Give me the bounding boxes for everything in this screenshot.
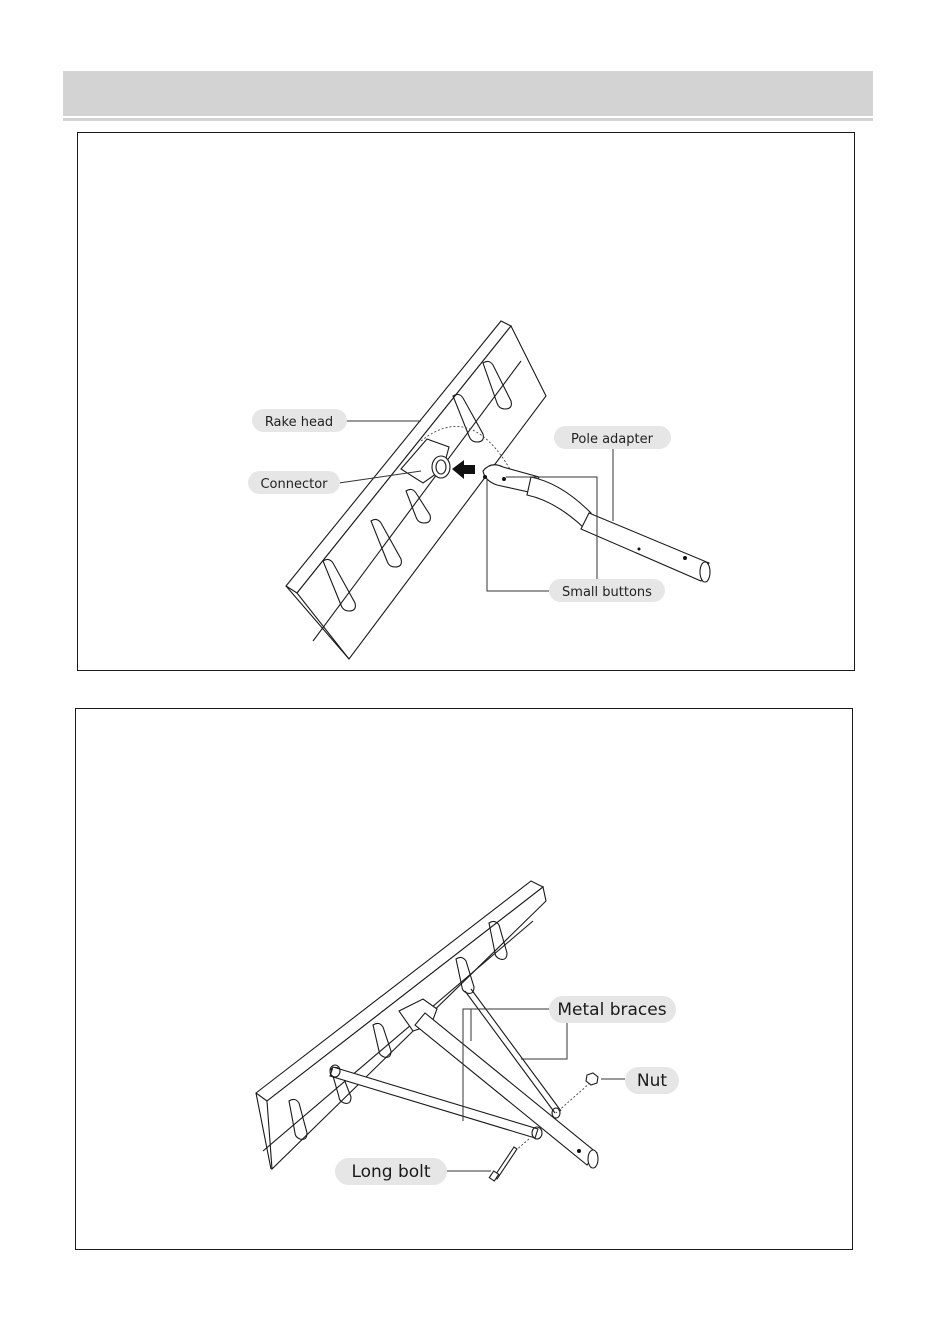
long-bolt-label: [335, 1158, 447, 1185]
step-1-diagram: [78, 133, 856, 672]
nut-icon: [586, 1073, 598, 1085]
small-buttons-label: [549, 579, 665, 602]
header-divider: [63, 118, 873, 121]
rake-assembly-illustration: [256, 881, 598, 1181]
assembly-step-1-panel: [77, 132, 855, 671]
svg-text:Pole adapter: Pole adapter: [571, 432, 653, 447]
assembly-step-2-panel: [75, 708, 853, 1250]
nut-label: [625, 1067, 679, 1094]
svg-text:Metal braces: Metal braces: [557, 1000, 667, 1020]
svg-text:Long bolt: Long bolt: [351, 1162, 431, 1182]
step-2-diagram: [76, 709, 854, 1251]
svg-text:Connector: Connector: [260, 477, 328, 492]
rake-head-label: [252, 409, 347, 432]
metal-braces-label: [549, 996, 676, 1023]
svg-text:Nut: Nut: [636, 1071, 668, 1091]
section-header-bar: [63, 71, 873, 116]
connector-label: [248, 471, 340, 494]
svg-text:Small buttons: Small buttons: [562, 585, 652, 600]
svg-text:Rake head: Rake head: [264, 415, 334, 430]
pole-adapter-label: [554, 426, 671, 449]
